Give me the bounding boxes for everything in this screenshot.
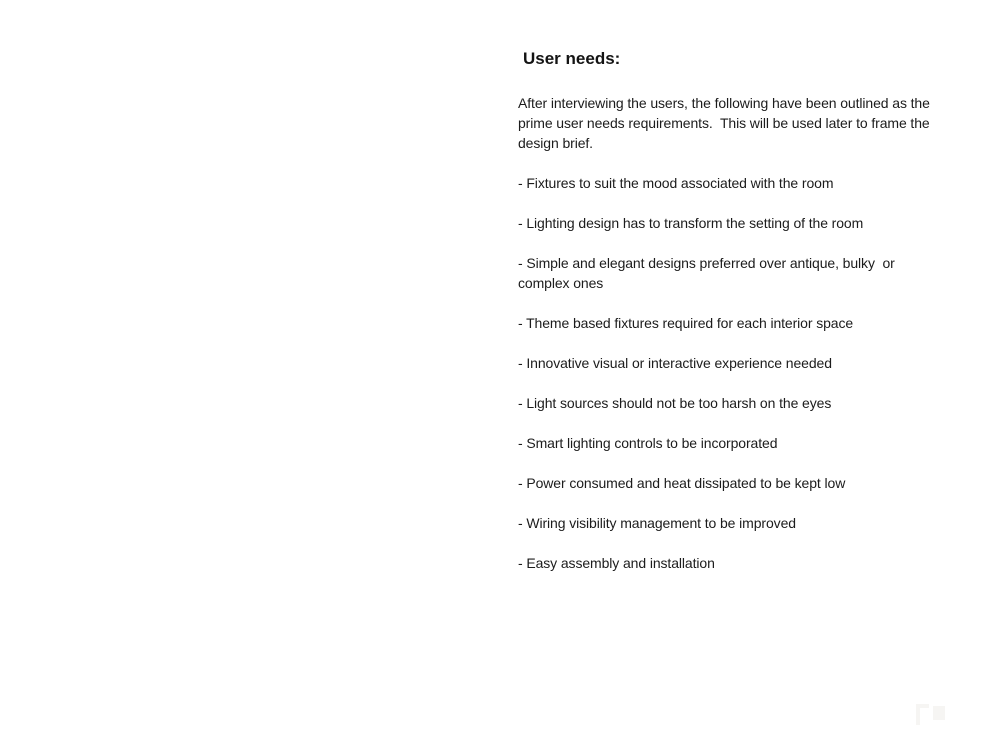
bullet-item: - Lighting design has to transform the setting of the room (518, 215, 864, 231)
page-title: User needs: (523, 49, 621, 68)
bullet-item: - Theme based fixtures required for each interior space (518, 315, 854, 331)
bullet-item: - Innovative visual or interactive experience needed (518, 355, 832, 371)
text-column (518, 48, 948, 573)
bullet-item: - Smart lighting controls to be incorporated (518, 435, 778, 451)
bullet-item: - Simple and elegant designs preferred over antique, bulky or complex ones (518, 255, 899, 291)
bullet-item: - Light sources should not be too harsh on the eyes (518, 395, 832, 411)
watermark-corner-mark (916, 704, 929, 725)
intro-paragraph: After interviewing the users, the following have been outlined as the prime user needs requirements. This will be used later to frame the design brief. (518, 95, 934, 151)
watermark (916, 702, 948, 724)
watermark-block-mark (933, 706, 945, 720)
bullet-item: - Fixtures to suit the mood associated with the room (518, 175, 834, 191)
bullet-item: - Wiring visibility management to be improved (518, 515, 796, 531)
bullet-item: - Power consumed and heat dissipated to be kept low (518, 475, 846, 491)
bullet-list (518, 173, 948, 573)
bullet-item: - Easy assembly and installation (518, 555, 715, 571)
